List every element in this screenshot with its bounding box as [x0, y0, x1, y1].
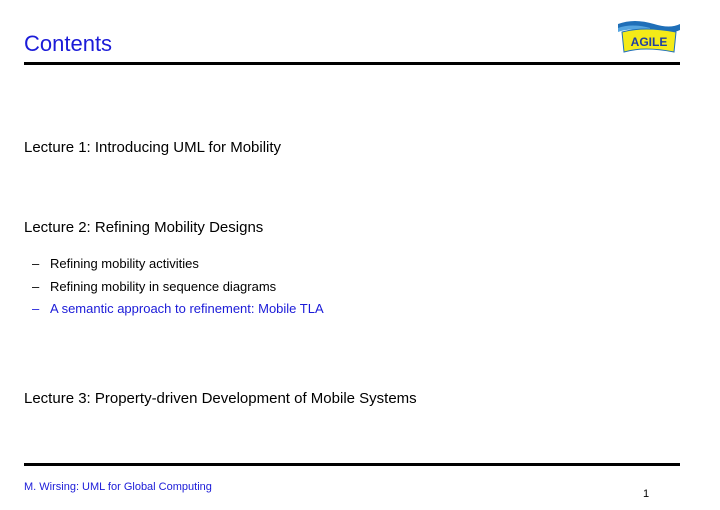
footer-author: M. Wirsing: UML for Global Computing [24, 481, 212, 493]
agile-logo-text: AGILE [630, 35, 668, 49]
list-dash: – [32, 301, 40, 316]
agile-logo [614, 18, 682, 54]
list-item-label: Refining mobility activities [50, 256, 199, 271]
header-rule [24, 62, 680, 65]
list-item-label: A semantic approach to refinement: Mobile TLA [50, 301, 324, 316]
lecture-3: Lecture 3: Property-driven Development of Mobile Systems [24, 390, 417, 407]
list-item [32, 256, 324, 279]
footer-rule [24, 463, 680, 466]
list-dash: – [32, 256, 40, 271]
list-item-label: Refining mobility in sequence diagrams [50, 278, 277, 294]
lecture-1: Lecture 1: Introducing UML for Mobility [24, 139, 282, 156]
page-number: 1 [643, 488, 650, 500]
list-item [32, 279, 324, 302]
slide-title: Contents [24, 31, 113, 56]
lecture-2: Lecture 2: Refining Mobility Designs [24, 219, 264, 236]
lecture-2-subitems [32, 256, 324, 324]
list-dash: – [32, 278, 40, 294]
list-item-active [32, 301, 324, 324]
